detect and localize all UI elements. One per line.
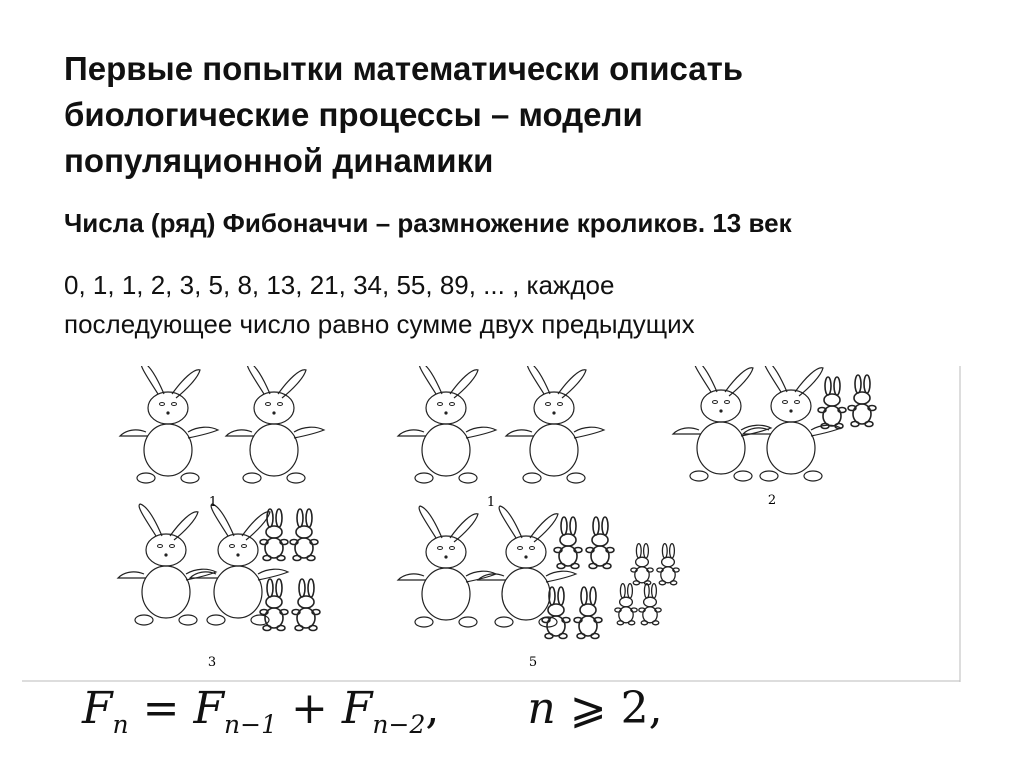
rabbit-p5-c bbox=[554, 517, 582, 569]
subtitle: Числа (ряд) Фибоначчи – размножение кроликов. 13 век bbox=[64, 208, 792, 238]
formula-condition-relation: ⩾ bbox=[569, 683, 607, 734]
rabbit-p4-d bbox=[290, 509, 318, 561]
title-line-1: Первые попытки математически описать bbox=[64, 50, 744, 87]
fibonacci-sequence-text bbox=[64, 266, 969, 344]
sequence-line-2: последующее число равно сумме двух предыдущих bbox=[64, 309, 695, 339]
formula-term-1-sub: n−1 bbox=[224, 710, 278, 739]
rabbit-p3-d bbox=[848, 375, 876, 427]
rabbit-p4-f bbox=[292, 579, 320, 631]
title-line-2: биологические процессы – модели bbox=[64, 96, 643, 133]
slide-title bbox=[64, 46, 964, 184]
formula-condition-value: 2, bbox=[620, 683, 663, 734]
sequence-line-1: 0, 1, 1, 2, 3, 5, 8, 13, 21, 34, 55, 89, ... , каждое bbox=[64, 270, 615, 300]
panel-label-2: 1 bbox=[486, 495, 496, 510]
rabbit-p4-a bbox=[118, 504, 216, 625]
rabbit-p5-d bbox=[586, 517, 614, 569]
formula-lhs-sub: n bbox=[112, 710, 129, 739]
formula-comma: , bbox=[425, 683, 440, 734]
rabbit-p5-i bbox=[615, 584, 637, 625]
panel-label-1: 1 bbox=[208, 495, 218, 510]
rabbit-p5-f bbox=[657, 544, 679, 585]
rabbit-p5-g bbox=[542, 587, 570, 639]
rabbit-p5-h bbox=[574, 587, 602, 639]
formula-term-2-sub: n−2 bbox=[372, 710, 426, 739]
rabbit-p3-a bbox=[673, 366, 771, 481]
rabbit-p2-a bbox=[398, 366, 496, 483]
formula-plus: + bbox=[291, 683, 328, 734]
rabbit-breeding-figure bbox=[22, 366, 962, 682]
formula-lhs: F bbox=[82, 683, 113, 734]
rabbit-p3-c bbox=[818, 377, 846, 429]
formula-equals: = bbox=[142, 683, 180, 734]
formula-term-2: F bbox=[341, 683, 373, 734]
formula-condition-var: n bbox=[527, 683, 556, 734]
rabbit-p1-a bbox=[120, 366, 218, 483]
rabbit-p5-j bbox=[639, 584, 661, 625]
rabbit-p4-e bbox=[260, 579, 288, 631]
fibonacci-formula bbox=[82, 683, 663, 739]
panel-label-4: 3 bbox=[207, 655, 217, 670]
rabbit-p5-a bbox=[398, 506, 496, 627]
rabbits-group bbox=[118, 366, 876, 639]
rabbit-p1-b bbox=[226, 366, 324, 483]
rabbit-p4-c bbox=[260, 509, 288, 561]
formula-term-1: F bbox=[193, 683, 225, 734]
panel-label-3: 2 bbox=[767, 493, 777, 508]
rabbit-p5-e bbox=[631, 544, 653, 585]
title-line-3: популяционной динамики bbox=[64, 142, 494, 179]
rabbit-p2-b bbox=[506, 366, 604, 483]
rabbit-illustration bbox=[22, 366, 962, 682]
panel-label-5: 5 bbox=[528, 655, 538, 670]
